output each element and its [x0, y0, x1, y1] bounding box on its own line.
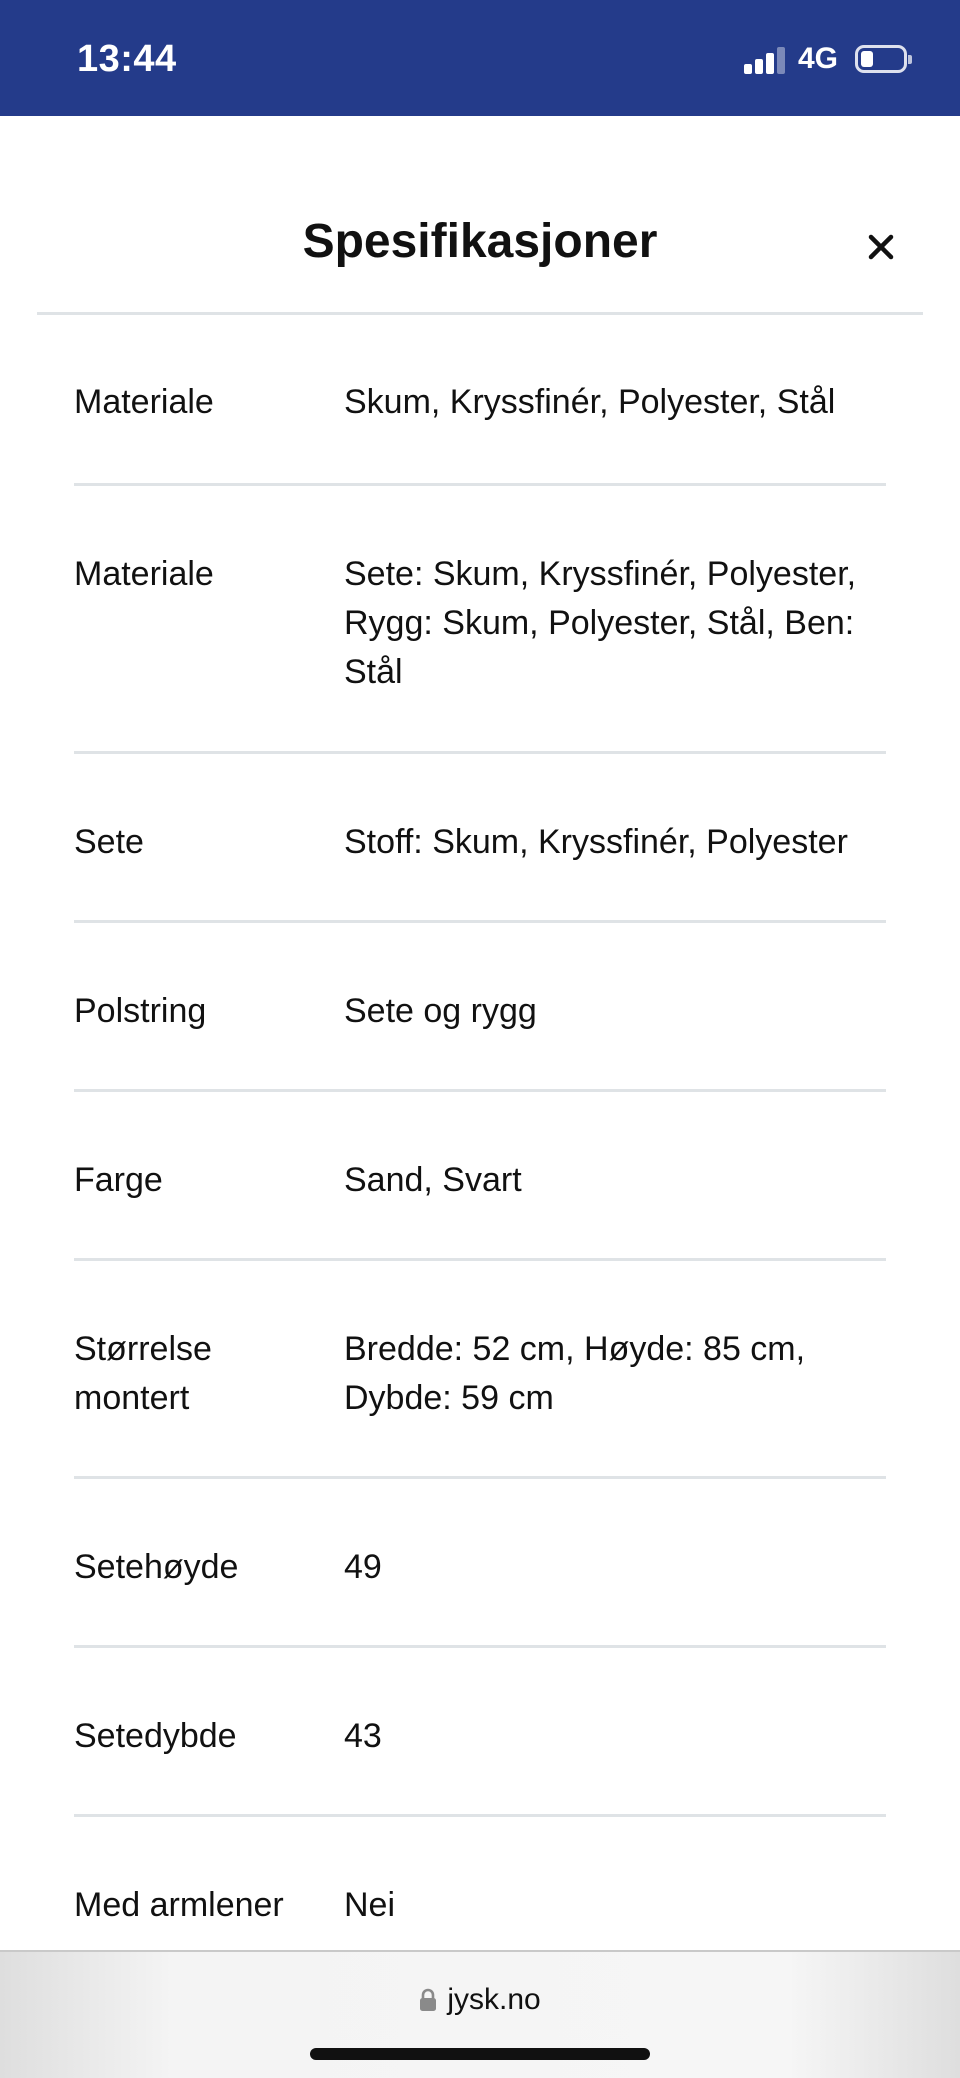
spec-value: Sete og rygg: [344, 992, 537, 1030]
browser-bottom-bar: [0, 1950, 960, 2078]
spec-label: Med armlener: [74, 1886, 284, 1924]
spec-row: [74, 754, 886, 923]
spec-row: [74, 314, 886, 486]
spec-value: 43: [344, 1717, 382, 1755]
home-indicator[interactable]: [310, 2048, 650, 2060]
spec-value: Stoff: Skum, Kryssfinér, Polyester: [344, 823, 848, 861]
url-bar[interactable]: [0, 1982, 960, 2017]
spec-label: Polstring: [74, 992, 207, 1030]
modal-header: [0, 116, 960, 314]
spec-label: Materiale: [74, 383, 214, 421]
spec-value: Nei: [344, 1886, 396, 1924]
spec-value: 49: [344, 1548, 382, 1586]
spec-row: [74, 486, 886, 754]
spec-label: Setehøyde: [74, 1548, 239, 1586]
battery-icon: [855, 45, 907, 73]
network-type: 4G: [798, 42, 839, 75]
spec-label: Materiale: [74, 555, 214, 593]
spec-list: [74, 314, 886, 1986]
close-icon[interactable]: [862, 228, 900, 266]
page-title: Spesifikasjoner: [302, 215, 658, 268]
spec-label: Sete: [74, 823, 144, 861]
spec-value: Sete: Skum, Kryssfinér, Polyester, Rygg: Skum, Polyester, Stål, Ben: Stål: [344, 555, 857, 691]
status-bar: [0, 0, 960, 116]
spec-label: Setedybde: [74, 1717, 237, 1755]
spec-label: Farge: [74, 1161, 163, 1199]
status-time: 13:44: [77, 38, 177, 80]
signal-icon: [744, 46, 788, 74]
spec-row: [74, 1648, 886, 1817]
spec-value: Skum, Kryssfinér, Polyester, Stål: [344, 383, 836, 421]
url-text: jysk.no: [447, 1983, 541, 2017]
spec-row: [74, 923, 886, 1092]
spec-label: Størrelse montert: [74, 1330, 212, 1417]
spec-row: [74, 1479, 886, 1648]
spec-value: Bredde: 52 cm, Høyde: 85 cm, Dybde: 59 cm: [344, 1330, 806, 1417]
spec-row: [74, 1261, 886, 1479]
spec-value: Sand, Svart: [344, 1161, 522, 1199]
lock-icon: [419, 1986, 437, 2010]
spec-row: [74, 1092, 886, 1261]
